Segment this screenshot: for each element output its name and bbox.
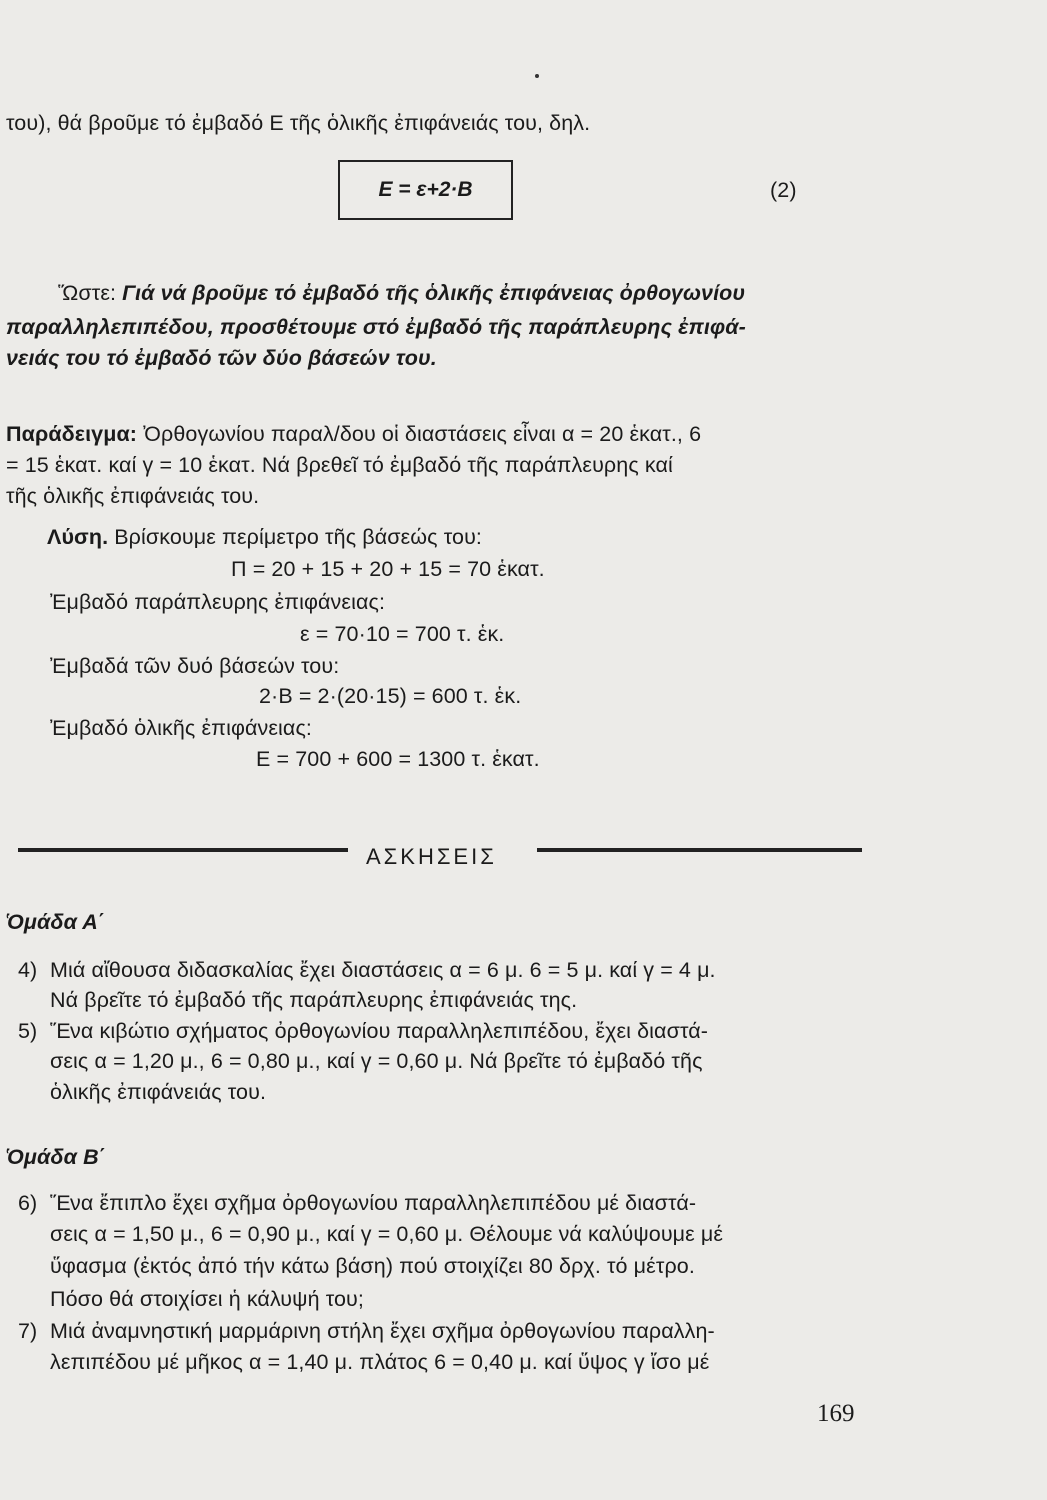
group-a-heading: Ὁμάδα Α΄ (6, 910, 106, 934)
example-line-1 (6, 424, 701, 446)
example-line-3: τῆς ὁλικῆς ἐπιφάνειάς του. (6, 484, 260, 508)
ink-dot (535, 74, 539, 78)
exercise-7-number: 7) (18, 1319, 38, 1343)
conclusion-prefix: Ὥστε: (58, 281, 123, 305)
example-label: Παράδειγμα: (6, 422, 138, 446)
exercise-4-line-2: Νά βρεῖτε τό ἐμβαδό τῆς παράπλευρης ἐπιφάνειάς της. (50, 988, 578, 1012)
formula-number: (2) (770, 178, 797, 202)
solution-text-1: Βρίσκουμε περίμετρο τῆς βάσεώς του: (108, 525, 482, 549)
total-label: Ἐμβαδό ὁλικῆς ἐπιφάνειας: (50, 716, 312, 740)
example-line-2: = 15 ἑκατ. καί γ = 10 ἑκατ. Νά βρεθεῖ τό ἐμβαδό τῆς παράπλευρης καί (6, 453, 673, 477)
exercises-heading: ΑΣΚΗΣΕΙΣ (366, 844, 497, 869)
formula-text: E = ε+2·B (378, 178, 473, 201)
exercise-6-number: 6) (18, 1191, 38, 1215)
exercise-7-line-1: Μιά ἀναμνηστική μαρμάρινη στήλη ἔχει σχῆμα ὀρθογωνίου παραλλη- (50, 1319, 715, 1343)
exercise-7-line-2: λεπιπέδου μέ μῆκος α = 1,40 μ. πλάτος 6 = 0,40 μ. καί ὕψος γ ἴσο μέ (50, 1350, 710, 1374)
exercise-5-line-3: ὁλικῆς ἐπιφάνειάς του. (50, 1080, 267, 1104)
perimeter-calc: Π = 20 + 15 + 20 + 15 = 70 ἑκατ. (231, 557, 545, 581)
intro-line: του), θά βροῦμε τό ἐμβαδό Ε τῆς ὁλικῆς ἐπιφάνειάς του, δηλ. (6, 111, 591, 135)
exercise-4-number: 4) (18, 958, 38, 982)
total-calc: Ε = 700 + 600 = 1300 τ. ἑκατ. (256, 747, 540, 771)
solution-line-1 (47, 527, 482, 549)
exercise-5-number: 5) (18, 1019, 38, 1043)
example-text-1: Ὀρθογωνίου παραλ/δου οἱ διαστάσεις εἶναι α = 20 ἑκατ., 6 (137, 422, 702, 446)
conclusion-line-2: παραλληλεπιπέδου, προσθέτουμε στό ἐμβαδό τῆς παράπλευρης ἐπιφά- (6, 315, 746, 339)
page-number: 169 (817, 1400, 855, 1427)
exercise-6-line-1: Ἕνα ἔπιπλο ἔχει σχῆμα ὀρθογωνίου παραλληλεπιπέδου μέ διαστά- (50, 1191, 697, 1215)
conclusion-line-1 (58, 283, 745, 305)
group-b-heading: Ὁμάδα Β΄ (6, 1145, 106, 1169)
solution-label: Λύση. (47, 525, 109, 549)
conclusion-text-1: Γιά νά βροῦμε τό ἐμβαδό τῆς ὁλικῆς ἐπιφάνειας ὀρθογωνίου (122, 281, 746, 305)
exercise-6-line-2: σεις α = 1,50 μ., 6 = 0,90 μ., καί γ = 0,60 μ. Θέλουμε νά καλύψουμε μέ (50, 1222, 724, 1246)
exercise-5-line-1: Ἕνα κιβώτιο σχήματος ὀρθογωνίου παραλληλεπιπέδου, ἔχει διαστά- (50, 1019, 709, 1043)
exercise-6-line-3: ὕφασμα (ἐκτός ἀπό τήν κάτω βάση) πού στοιχίζει 80 δρχ. τό μέτρο. (50, 1254, 695, 1278)
bases-label: Ἐμβαδά τῶν δυό βάσεών του: (50, 654, 340, 678)
heading-rule-right (537, 848, 862, 852)
heading-rule-left (18, 848, 348, 852)
conclusion-line-3: νειάς του τό ἐμβαδό τῶν δύο βάσεών του. (6, 346, 437, 370)
exercise-6-line-4: Πόσο θά στοιχίσει ἡ κάλυψή του; (50, 1287, 364, 1311)
exercise-5-line-2: σεις α = 1,20 μ., 6 = 0,80 μ., καί γ = 0,60 μ. Νά βρεῖτε τό ἐμβαδό τῆς (50, 1049, 703, 1073)
bases-calc: 2·Β = 2·(20·15) = 600 τ. ἑκ. (259, 684, 522, 708)
exercise-4-line-1: Μιά αἴθουσα διδασκαλίας ἔχει διαστάσεις α = 6 μ. 6 = 5 μ. καί γ = 4 μ. (50, 958, 716, 982)
formula-box (338, 160, 513, 220)
lateral-label: Ἐμβαδό παράπλευρης ἐπιφάνειας: (50, 590, 386, 614)
lateral-calc: ε = 70·10 = 700 τ. ἑκ. (300, 622, 505, 646)
